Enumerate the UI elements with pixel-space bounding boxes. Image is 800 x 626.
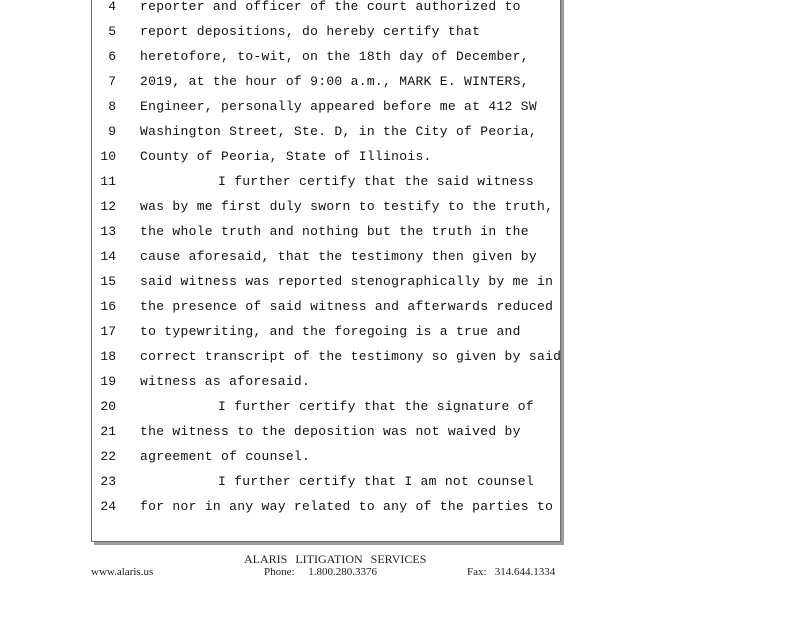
line-text: 2019, at the hour of 9:00 a.m., MARK E. WINTERS, bbox=[140, 74, 529, 89]
company-website: www.alaris.us bbox=[91, 566, 154, 578]
transcript-line bbox=[92, 272, 560, 292]
line-number: 21 bbox=[100, 424, 116, 439]
transcript-line bbox=[92, 222, 560, 242]
line-text: report depositions, do hereby certify that bbox=[140, 24, 481, 39]
line-text: was by me first duly sworn to testify to the truth, bbox=[140, 199, 554, 214]
footer-contact-row bbox=[91, 566, 556, 582]
transcript-line bbox=[92, 472, 560, 492]
line-number: 17 bbox=[100, 324, 116, 339]
line-number: 12 bbox=[100, 199, 116, 214]
line-number: 6 bbox=[108, 49, 116, 64]
line-text: I further certify that I am not counsel bbox=[218, 474, 534, 489]
line-number: 24 bbox=[100, 499, 116, 514]
line-text: Engineer, personally appeared before me at 412 SW bbox=[140, 99, 537, 114]
line-text: said witness was reported stenographically by me in bbox=[140, 274, 554, 289]
transcript-line bbox=[92, 397, 560, 417]
line-text: I further certify that the signature of bbox=[218, 399, 534, 414]
line-text: agreement of counsel. bbox=[140, 449, 311, 464]
transcript-page bbox=[91, 0, 561, 542]
line-text: witness as aforesaid. bbox=[140, 374, 311, 389]
transcript-line bbox=[92, 72, 560, 92]
transcript-line bbox=[92, 497, 560, 517]
line-text: County of Peoria, State of Illinois. bbox=[140, 149, 432, 164]
line-text: Washington Street, Ste. D, in the City of Peoria, bbox=[140, 124, 537, 139]
line-text: to typewriting, and the foregoing is a true and bbox=[140, 324, 521, 339]
transcript-line bbox=[92, 322, 560, 342]
line-number: 23 bbox=[100, 474, 116, 489]
company-fax: Fax: 314.644.1334 bbox=[467, 566, 556, 578]
line-text: the whole truth and nothing but the truth in the bbox=[140, 224, 529, 239]
transcript-line bbox=[92, 197, 560, 217]
transcript-line bbox=[92, 372, 560, 392]
line-text: correct transcript of the testimony so given by said bbox=[140, 349, 562, 364]
line-number: 4 bbox=[108, 0, 116, 14]
transcript-line bbox=[92, 447, 560, 467]
transcript-line bbox=[92, 347, 560, 367]
company-phone: Phone: 1.800.280.3376 bbox=[264, 566, 378, 578]
line-text: for nor in any way related to any of the parties to bbox=[140, 499, 554, 514]
line-number: 16 bbox=[100, 299, 116, 314]
line-number: 20 bbox=[100, 399, 116, 414]
transcript-line bbox=[92, 97, 560, 117]
line-number: 5 bbox=[108, 24, 116, 39]
line-number: 22 bbox=[100, 449, 116, 464]
line-number: 18 bbox=[100, 349, 116, 364]
company-name: ALARIS LITIGATION SERVICES bbox=[244, 552, 427, 566]
line-number: 14 bbox=[100, 249, 116, 264]
transcript-line bbox=[92, 0, 560, 17]
line-number: 7 bbox=[108, 74, 116, 89]
transcript-line bbox=[92, 147, 560, 167]
line-text: cause aforesaid, that the testimony then given by bbox=[140, 249, 537, 264]
line-number: 10 bbox=[100, 149, 116, 164]
line-number: 11 bbox=[100, 174, 116, 189]
transcript-line bbox=[92, 247, 560, 267]
line-number: 15 bbox=[100, 274, 116, 289]
transcript-line bbox=[92, 22, 560, 42]
line-number: 8 bbox=[108, 99, 116, 114]
line-text: I further certify that the said witness bbox=[218, 174, 534, 189]
transcript-line bbox=[92, 297, 560, 317]
line-text: reporter and officer of the court authorized to bbox=[140, 0, 521, 14]
transcript-line bbox=[92, 422, 560, 442]
line-text: heretofore, to-wit, on the 18th day of December, bbox=[140, 49, 529, 64]
line-number: 19 bbox=[100, 374, 116, 389]
line-text: the witness to the deposition was not waived by bbox=[140, 424, 521, 439]
transcript-line bbox=[92, 47, 560, 67]
line-number: 9 bbox=[108, 124, 116, 139]
line-number: 13 bbox=[100, 224, 116, 239]
transcript-line bbox=[92, 172, 560, 192]
line-text: the presence of said witness and afterwards reduced bbox=[140, 299, 554, 314]
transcript-line bbox=[92, 122, 560, 142]
